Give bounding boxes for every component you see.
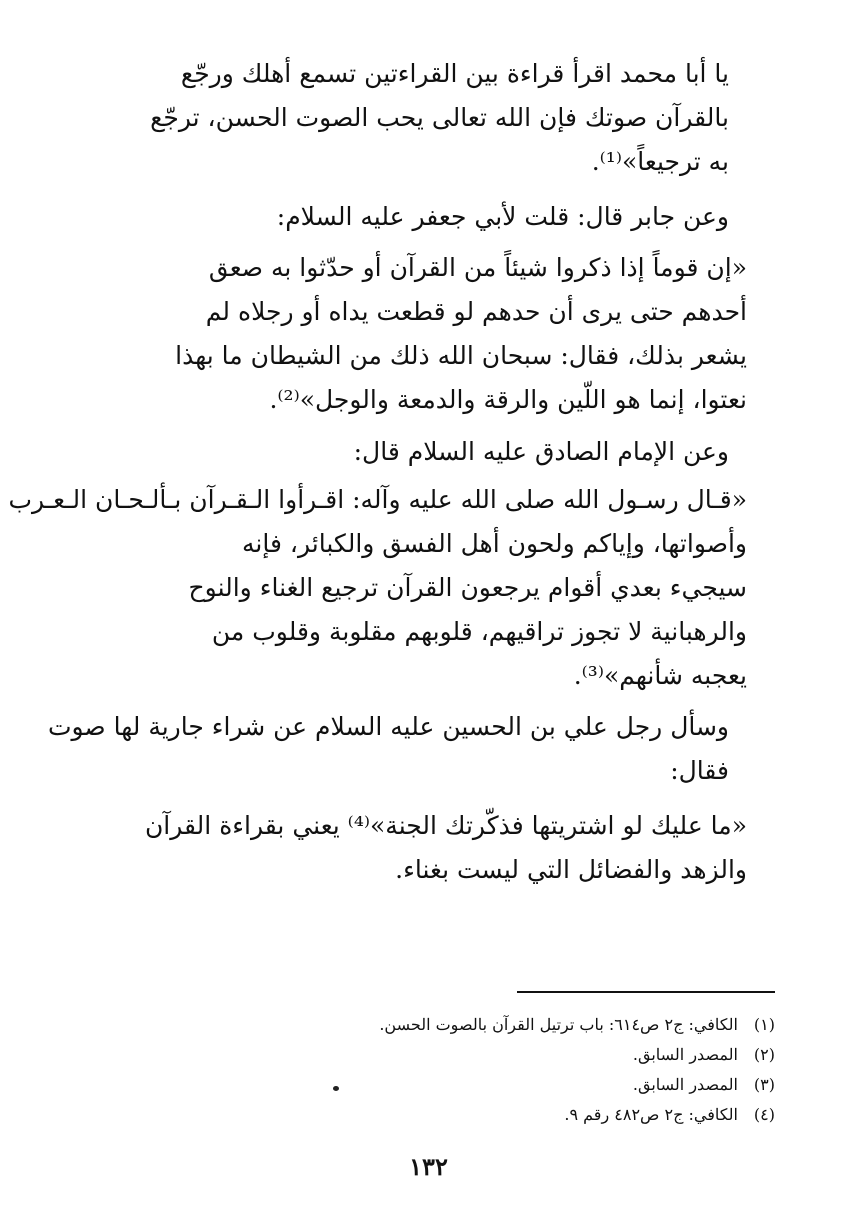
- paragraph-2: [89, 195, 729, 239]
- footnote-item: [275, 1100, 775, 1130]
- paragraph-1: [89, 52, 729, 184]
- footnote-item: [275, 1010, 775, 1040]
- paragraph-5: [8, 478, 747, 698]
- paragraph-4: [89, 430, 729, 474]
- page-number: ١٣٢: [409, 1152, 448, 1181]
- text-line: يعجبه شأنهم»⁽³⁾.: [573, 661, 747, 690]
- text-line: «قـال رسـول الله صلى الله عليه وآله: اقـرأوا الـقـرآن بـألـحـان الـعـرب: [8, 485, 747, 514]
- text-line: وسأل رجل علي بن الحسين عليه السلام عن شراء جارية لها صوت: [47, 712, 729, 741]
- text-line: وعن جابر قال: قلت لأبي جعفر عليه السلام:: [276, 202, 729, 231]
- footnote-text: المصدر السابق.: [632, 1075, 738, 1094]
- footnote-text: الكافي: ج٢ ص٤٨٢ رقم ٩.: [564, 1105, 738, 1124]
- footnote-number: (٣): [753, 1075, 775, 1094]
- footnote-item: [275, 1040, 775, 1070]
- text-line: «ما عليك لو اشتريتها فذكّرتك الجنة»⁽⁴⁾ يعني بقراءة القرآن: [144, 811, 747, 840]
- text-line: يا أبا محمد اقرأ قراءة بين القراءتين تسمع أهلك ورجّع: [180, 59, 729, 88]
- text-line: نعتوا، إنما هو اللّين والرقة والدمعة والوجل»⁽²⁾.: [269, 385, 747, 414]
- footnote-text: الكافي: ج٢ ص٦١٤: باب ترتيل القرآن بالصوت الحسن.: [379, 1015, 738, 1034]
- footnote-text: المصدر السابق.: [632, 1045, 738, 1064]
- text-line: بالقرآن صوتك فإن الله تعالى يحب الصوت الحسن، ترجّع: [150, 103, 729, 132]
- text-line: به ترجيعاً»⁽¹⁾.: [591, 147, 729, 176]
- text-line: وعن الإمام الصادق عليه السلام قال:: [353, 437, 729, 466]
- text-line: يشعر بذلك، فقال: سبحان الله ذلك من الشيطان ما بهذا: [175, 341, 747, 370]
- text-line: والرهبانية لا تجوز تراقيهم، قلوبهم مقلوبة وقلوب من: [211, 617, 747, 646]
- footnotes: [275, 1010, 775, 1130]
- footnote-item: [275, 1070, 775, 1100]
- paragraph-6: [39, 705, 729, 793]
- footnote-divider: [517, 991, 775, 993]
- text-line: فقال:: [670, 756, 729, 785]
- text-line: أحدهم حتى يرى أن حدهم لو قطعت يداه أو رجلاه لم: [205, 297, 747, 326]
- text-line: وأصواتها، وإياكم ولحون أهل الفسق والكبائر، فإنه: [242, 529, 747, 558]
- footnote-number: (٢): [753, 1045, 775, 1064]
- text-line: والزهد والفضائل التي ليست بغناء.: [395, 855, 747, 884]
- footnote-number: (٤): [753, 1105, 775, 1124]
- paragraph-7: [107, 804, 747, 892]
- footnote-number: (١): [753, 1015, 775, 1034]
- paragraph-3: [107, 246, 747, 422]
- text-line: «إن قوماً إذا ذكروا شيئاً من القرآن أو حدّثوا به صعق: [208, 253, 747, 282]
- text-line: سيجيء بعدي أقوام يرجعون القرآن ترجيع الغناء والنوح: [188, 573, 747, 602]
- ink-speck: [333, 1086, 339, 1091]
